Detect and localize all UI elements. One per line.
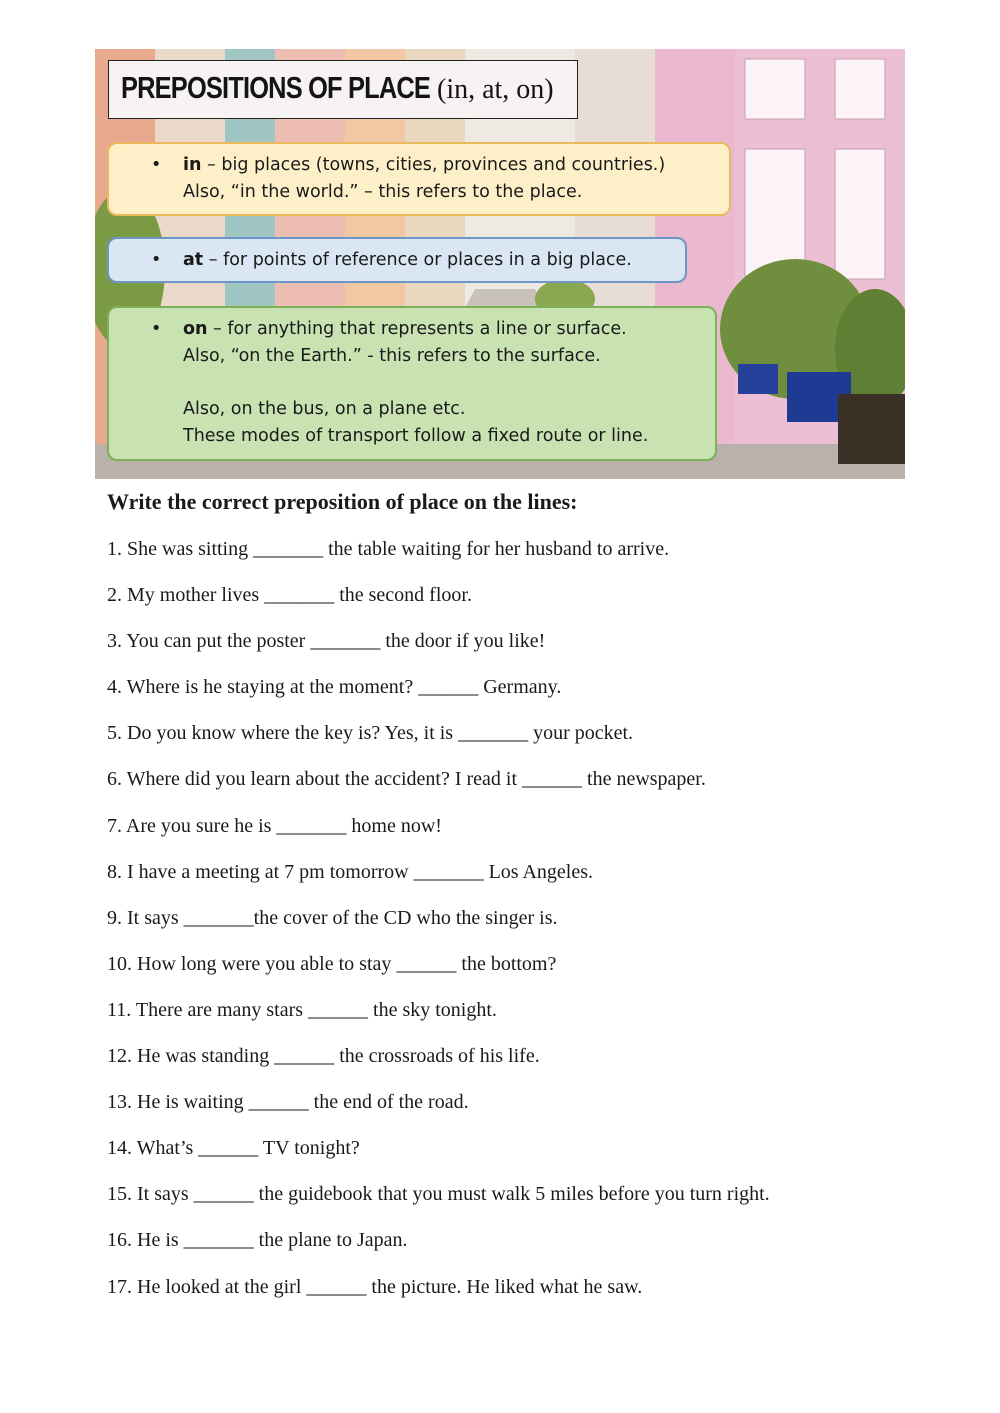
exercise-instruction: Write the correct preposition of place on the lines: (107, 489, 578, 514)
question-item: 9. It says _______the cover of the CD who the singer is. (107, 906, 558, 929)
rule-on-box (107, 306, 717, 461)
bullet: • (151, 155, 162, 175)
question-item: 6. Where did you learn about the accident? I read it ______ the newspaper. (107, 768, 706, 791)
rule-text: – big places (towns, cities, provinces and countries.) (201, 155, 666, 175)
bullet: • (151, 319, 162, 339)
rule-keyword: in (183, 155, 202, 175)
question-item: 11. There are many stars ______ the sky tonight. (107, 998, 497, 1021)
title-box (108, 60, 578, 119)
question-item: 4. Where is he staying at the moment? ______ Germany. (107, 676, 562, 699)
question-item: 7. Are you sure he is _______ home now! (107, 814, 442, 837)
question-item: 16. He is _______ the plane to Japan. (107, 1229, 408, 1252)
question-item: 17. He looked at the girl ______ the picture. He liked what he saw. (107, 1275, 643, 1298)
question-item: 1. She was sitting _______ the table waiting for her husband to arrive. (107, 538, 670, 560)
bullet: • (151, 250, 162, 270)
question-list (107, 538, 967, 1322)
question-item: 8. I have a meeting at 7 pm tomorrow _______ Los Angeles. (107, 860, 594, 883)
rule-in-box (107, 142, 731, 216)
question-item: 5. Do you know where the key is? Yes, it is _______ your pocket. (107, 722, 634, 745)
header-banner (95, 49, 905, 479)
rule-keyword: on (183, 319, 208, 339)
question-item: 12. He was standing ______ the crossroads of his life. (107, 1045, 540, 1068)
rule-text: – for anything that represents a line or surface. (207, 319, 627, 339)
question-item: 2. My mother lives _______ the second floor. (107, 584, 472, 607)
question-item: 3. You can put the poster _______ the door if you like! (107, 630, 546, 653)
rule-text: Also, “in the world.” – this refers to the place. (183, 182, 583, 202)
rule-text: These modes of transport follow a fixed route or line. (183, 426, 649, 446)
rule-text: – for points of reference or places in a big place. (203, 250, 632, 270)
rule-text: Also, on the bus, on a plane etc. (183, 399, 466, 419)
question-item: 13. He is waiting ______ the end of the road. (107, 1091, 469, 1114)
rule-keyword: at (183, 250, 204, 270)
page-subtitle: (in, at, on) (437, 74, 554, 105)
question-item: 15. It says ______ the guidebook that you must walk 5 miles before you turn right. (107, 1183, 770, 1206)
page-title: PREPOSITIONS OF PLACE (121, 70, 431, 105)
question-item: 14. What’s ______ TV tonight? (107, 1137, 360, 1160)
question-item: 10. How long were you able to stay ______ the bottom? (107, 952, 557, 975)
rule-at-box (107, 237, 687, 283)
rule-text: Also, “on the Earth.” - this refers to the surface. (183, 346, 601, 366)
